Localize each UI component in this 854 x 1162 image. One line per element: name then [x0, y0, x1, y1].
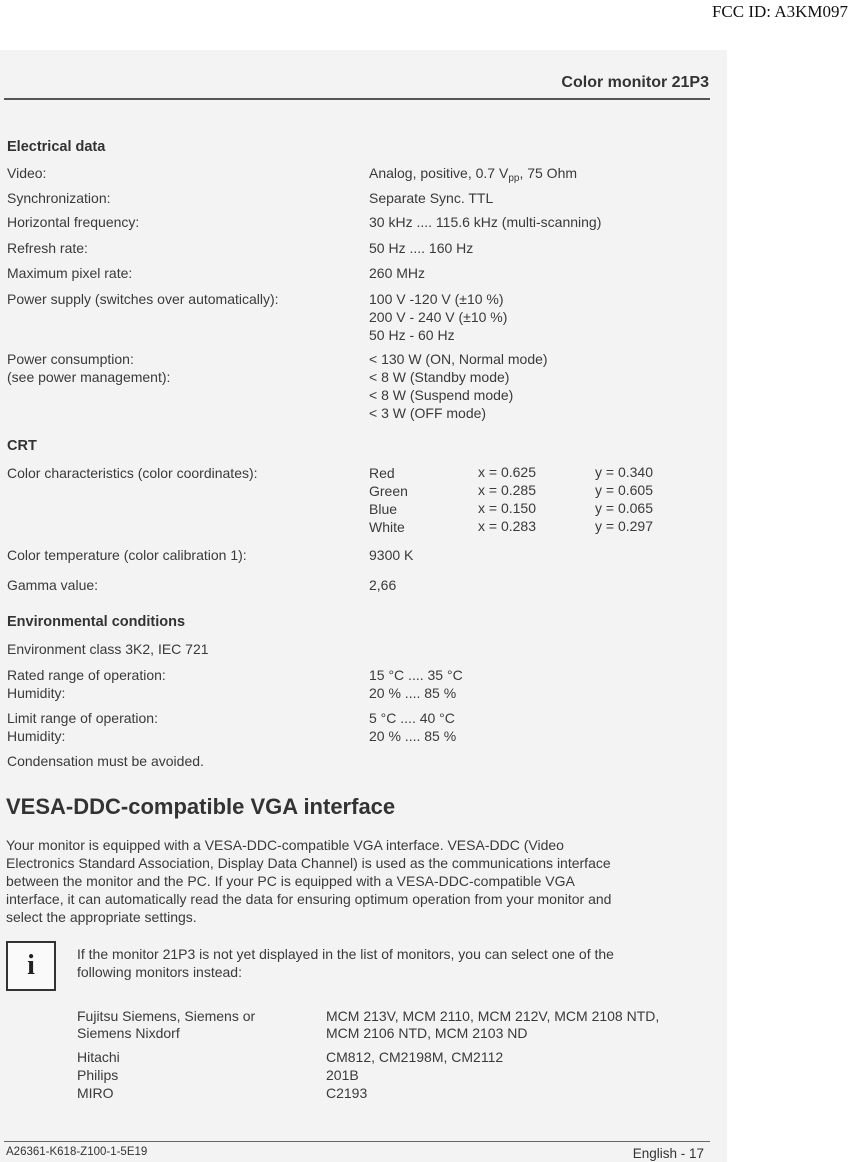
monitor-models: MCM 2106 NTD, MCM 2103 ND: [326, 1025, 528, 1041]
color-name: Green: [369, 483, 408, 499]
power-consumption-standby: < 8 W (Standby mode): [369, 369, 510, 385]
hfreq-value: 30 kHz .... 115.6 kHz (multi-scanning): [369, 214, 602, 230]
power-supply-value-1: 100 V -120 V (±10 %): [369, 291, 504, 307]
pixel-rate-value: 260 MHz: [369, 265, 426, 281]
video-value: Analog, positive, 0.7 $V_{pp}$, 75 Ohm: [369, 165, 578, 184]
video-label: Video:: [7, 165, 47, 181]
color-x: x = 0.285: [478, 482, 536, 498]
monitor-models: 201B: [326, 1067, 359, 1083]
color-characteristics-label: Color characteristics (color coordinates):: [7, 465, 258, 481]
sync-value: Separate Sync. TTL: [369, 190, 494, 206]
condensation-note: Condensation must be avoided.: [7, 753, 204, 769]
rated-range-value: 15 °C .... 35 °C: [369, 667, 463, 683]
monitor-maker: Siemens Nixdorf: [77, 1025, 180, 1041]
power-consumption-label: Power consumption:: [7, 351, 134, 367]
info-icon: i: [6, 941, 56, 991]
environment-class: Environment class 3K2, IEC 721: [7, 641, 209, 657]
color-x: x = 0.283: [478, 518, 536, 534]
paragraph-line: select the appropriate settings.: [6, 909, 197, 925]
gamma-value: 2,66: [369, 577, 397, 593]
color-name: Red: [369, 465, 395, 481]
pixel-rate-label: Maximum pixel rate:: [7, 265, 133, 281]
color-y: y = 0.065: [595, 500, 653, 516]
page-number: English - 17: [632, 1146, 704, 1161]
color-temperature-label: Color temperature (color calibration 1):: [7, 547, 247, 563]
vesa-heading: VESA-DDC-compatible VGA interface: [6, 794, 396, 819]
limit-humidity-label: Humidity:: [7, 728, 66, 744]
power-consumption-off: < 3 W (OFF mode): [369, 405, 487, 421]
crt-heading: CRT: [7, 438, 37, 454]
header-rule: [4, 98, 710, 100]
power-supply-value-3: 50 Hz - 60 Hz: [369, 327, 455, 343]
rated-range-label: Rated range of operation:: [7, 667, 166, 683]
rated-humidity-value: 20 % .... 85 %: [369, 685, 457, 701]
monitor-maker: Philips: [77, 1067, 119, 1083]
refresh-label: Refresh rate:: [7, 240, 88, 256]
limit-humidity-value: 20 % .... 85 %: [369, 728, 457, 744]
paragraph-line: Electronics Standard Association, Display Data Channel) is used as the communications interface: [6, 855, 611, 871]
monitor-models: MCM 213V, MCM 2110, MCM 212V, MCM 2108 NTD,: [326, 1008, 660, 1024]
gamma-label: Gamma value:: [7, 577, 99, 593]
paragraph-line: Your monitor is equipped with a VESA-DDC-compatible VGA interface. VESA-DDC (Video: [6, 837, 564, 853]
power-supply-label: Power supply (switches over automatically):: [7, 291, 279, 307]
hfreq-label: Horizontal frequency:: [7, 214, 140, 230]
power-management-label: (see power management):: [7, 369, 171, 385]
monitor-maker: Fujitsu Siemens, Siemens or: [77, 1008, 256, 1024]
paragraph-line: between the monitor and the PC. If your PC is equipped with a VESA-DDC-compatible VGA: [6, 873, 575, 889]
power-consumption-on: < 130 W (ON, Normal mode): [369, 351, 548, 367]
monitor-maker: Hitachi: [77, 1049, 120, 1065]
color-name: Blue: [369, 501, 398, 517]
monitor-models: CM812, CM2198M, CM2112: [326, 1049, 504, 1065]
fcc-id: FCC ID: A3KM097: [711, 2, 848, 21]
power-consumption-suspend: < 8 W (Suspend mode): [369, 387, 514, 403]
electrical-heading: Electrical data: [7, 139, 106, 155]
refresh-value: 50 Hz .... 160 Hz: [369, 240, 474, 256]
color-x: x = 0.150: [478, 500, 536, 516]
info-note-line-1: If the monitor 21P3 is not yet displayed in the list of monitors, you can select one of the: [77, 946, 614, 962]
rated-humidity-label: Humidity:: [7, 685, 66, 701]
sync-label: Synchronization:: [7, 190, 111, 206]
paragraph-line: interface, it can automatically read the data for ensuring optimum operation from your monitor and: [6, 891, 612, 907]
footer-rule: [4, 1141, 710, 1142]
limit-range-label: Limit range of operation:: [7, 710, 158, 726]
monitor-maker: MIRO: [77, 1085, 114, 1101]
info-note-line-2: following monitors instead:: [77, 964, 242, 980]
vesa-paragraph: [6, 836, 706, 926]
color-y: y = 0.297: [595, 518, 653, 534]
color-x: x = 0.625: [478, 464, 536, 480]
monitor-models: C2193: [326, 1085, 368, 1101]
color-temperature-value: 9300 K: [369, 547, 414, 563]
power-supply-value-2: 200 V - 240 V (±10 %): [369, 309, 508, 325]
environment-heading: Environmental conditions: [7, 614, 186, 630]
document-number: A26361-K618-Z100-1-5E19: [6, 1146, 148, 1158]
color-y: y = 0.605: [595, 482, 653, 498]
color-name: White: [369, 519, 405, 535]
color-y: y = 0.340: [595, 464, 653, 480]
page-header-title: Color monitor 21P3: [561, 74, 709, 91]
limit-range-value: 5 °C .... 40 °C: [369, 710, 455, 726]
